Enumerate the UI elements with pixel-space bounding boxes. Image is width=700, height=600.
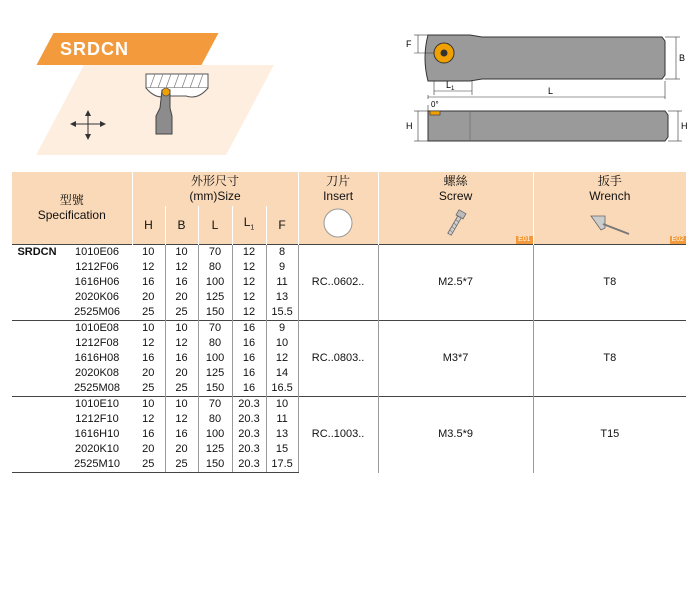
dim-l1-cell: 20.3 — [232, 457, 266, 473]
dim-h-cell: 12 — [132, 412, 165, 427]
dim-l1-cell: 12 — [232, 275, 266, 290]
screw-cell: M3.5*9 — [378, 397, 533, 473]
dim-h-cell: 12 — [132, 336, 165, 351]
dim-f-cell: 14 — [266, 366, 298, 381]
dim-l-cell: 70 — [198, 245, 232, 261]
dim-b-cell: 16 — [165, 351, 198, 366]
dim-l-cell: 125 — [198, 442, 232, 457]
insert-header — [298, 172, 378, 206]
insert-cell: RC..0602.. — [298, 245, 378, 321]
screw-header — [378, 172, 533, 206]
dim-l1-cell: 16 — [232, 381, 266, 397]
dim-f-cell: 11 — [266, 275, 298, 290]
dim-b-cell: 12 — [165, 336, 198, 351]
dim-b-cell: 20 — [165, 366, 198, 381]
wrench-header-en: Wrench — [589, 189, 631, 203]
dim-l1-cell: 16 — [232, 321, 266, 337]
dim-h-cell: 16 — [132, 427, 165, 442]
dim-l1-cell: 16 — [232, 366, 266, 381]
dim-b-cell: 25 — [165, 381, 198, 397]
dim-l1-cell: 16 — [232, 336, 266, 351]
insert-cell: RC..0803.. — [298, 321, 378, 397]
dim-f-cell: 17.5 — [266, 457, 298, 473]
dim-l1-cell: 20.3 — [232, 412, 266, 427]
col-B: B — [165, 206, 198, 245]
dim-h-cell: 25 — [132, 457, 165, 473]
dim-b-cell: 25 — [165, 305, 198, 321]
dim-h-cell: 25 — [132, 381, 165, 397]
model-cell: 1616H10 — [74, 428, 120, 440]
tool-dimension-drawing — [400, 25, 690, 160]
dim-b-cell: 10 — [165, 397, 198, 413]
dim-l-cell: 150 — [198, 305, 232, 321]
dim-l1-cell: 12 — [232, 245, 266, 261]
dim-l1-cell: 16 — [232, 351, 266, 366]
dim-b-cell: 10 — [165, 321, 198, 337]
dim-l-cell: 80 — [198, 336, 232, 351]
insert-cell: RC..1003.. — [298, 397, 378, 473]
dim-f-cell: 11 — [266, 412, 298, 427]
insert-image-cell — [298, 206, 378, 245]
bore-hatch — [146, 74, 208, 97]
shank-side-view — [428, 111, 668, 141]
dim-l-cell: 125 — [198, 366, 232, 381]
wrench-header-cn: 扳手 — [597, 174, 622, 188]
col-L1-subscript: 1 — [250, 224, 255, 232]
dim-f-cell: 16.5 — [266, 381, 298, 397]
model-cell: 2525M10 — [62, 457, 132, 473]
col-H: H — [132, 206, 165, 245]
dim-b-cell: 12 — [165, 412, 198, 427]
model-cell: 2525M08 — [74, 382, 120, 394]
spec-table — [12, 172, 686, 473]
wrench-header — [533, 172, 686, 206]
dim-l-cell: 100 — [198, 351, 232, 366]
dim-b-cell: 20 — [165, 442, 198, 457]
insert-header-cn: 刀片 — [326, 174, 351, 188]
model-cell: 2020K06 — [74, 291, 120, 303]
dim-f-cell: 13 — [266, 290, 298, 305]
screw-icon — [441, 206, 471, 240]
model-cell: 2020K10 — [74, 443, 120, 455]
dim-l-cell: 150 — [198, 457, 232, 473]
spec-header-en: Specification — [37, 208, 106, 222]
col-L1 — [232, 206, 266, 245]
dim-b-cell: 25 — [165, 457, 198, 473]
wrench-code-tag: E02 — [671, 236, 685, 243]
series-cell — [12, 305, 62, 321]
page-title: SRDCN — [60, 39, 130, 59]
dim-h-cell: 20 — [132, 442, 165, 457]
size-header-en: (mm)Size — [189, 189, 241, 203]
round-insert-icon — [321, 206, 355, 240]
dim-l-cell: 100 — [198, 427, 232, 442]
wrench-cell: T8 — [533, 321, 686, 397]
dim-F-label: F — [406, 39, 412, 49]
boring-illustration — [60, 66, 240, 156]
col-F: F — [266, 206, 298, 245]
dim-f-cell: 13 — [266, 427, 298, 442]
dim-h-cell: 20 — [132, 290, 165, 305]
dim-l-cell: 150 — [198, 381, 232, 397]
series-cell — [12, 336, 62, 351]
model-cell: 1616H06 — [74, 276, 120, 288]
screw-icon — [441, 50, 448, 57]
dim-L-label: L — [548, 86, 554, 96]
screw-image-cell — [378, 206, 533, 245]
shank-top-view — [425, 35, 665, 81]
dim-H-right-label: H — [681, 121, 688, 131]
dim-l1-cell: 12 — [232, 305, 266, 321]
size-header-cn: 外形尺寸 — [191, 174, 240, 188]
spec-header-cn: 型號 — [59, 193, 84, 207]
series-cell — [12, 427, 62, 442]
dim-l1-cell: 12 — [232, 260, 266, 275]
series-cell — [12, 381, 62, 397]
dim-h-cell: 10 — [132, 245, 165, 261]
table-row — [12, 245, 686, 261]
dim-h-cell: 16 — [132, 351, 165, 366]
screw-cell: M2.5*7 — [378, 245, 533, 321]
series-cell — [12, 412, 62, 427]
model-cell: 1212F08 — [75, 337, 119, 349]
series-cell — [12, 457, 62, 473]
dim-l1-cell: 12 — [232, 290, 266, 305]
dim-l-cell: 80 — [198, 412, 232, 427]
dim-l-cell: 125 — [198, 290, 232, 305]
spec-table-body — [12, 245, 686, 473]
wrench-cell: T8 — [533, 245, 686, 321]
dim-l-cell: 100 — [198, 275, 232, 290]
model-cell: 1010E10 — [62, 397, 132, 413]
dim-L1-label: L — [446, 80, 452, 90]
dim-b-cell: 20 — [165, 290, 198, 305]
series-cell — [12, 275, 62, 290]
series-cell — [12, 321, 62, 337]
series-cell — [12, 442, 62, 457]
dim-L1-subscript: 1 — [451, 86, 455, 92]
col-L: L — [198, 206, 232, 245]
spec-header — [12, 172, 132, 245]
dim-l1-cell: 20.3 — [232, 397, 266, 413]
model-cell: 2020K08 — [74, 367, 120, 379]
dim-B-label: B — [679, 53, 686, 63]
dim-h-cell: 10 — [132, 321, 165, 337]
dim-h-cell: 20 — [132, 366, 165, 381]
model-cell: 1212F10 — [75, 413, 119, 425]
series-cell — [12, 260, 62, 275]
series-cell — [12, 397, 62, 413]
wrench-cell: T15 — [533, 397, 686, 473]
dim-f-cell: 8 — [266, 245, 298, 261]
svg-text:L1 — [446, 80, 455, 92]
dim-f-cell: 9 — [266, 260, 298, 275]
insert-header-en: Insert — [323, 189, 354, 203]
screw-cell: M3*7 — [378, 321, 533, 397]
dim-f-cell: 15.5 — [266, 305, 298, 321]
dim-f-cell: 10 — [266, 397, 298, 413]
size-header — [132, 172, 298, 206]
series-cell — [12, 290, 62, 305]
table-row — [12, 397, 686, 413]
dim-h-cell: 16 — [132, 275, 165, 290]
model-cell: 1212F06 — [75, 261, 119, 273]
dim-h-cell: 25 — [132, 305, 165, 321]
dim-f-cell: 12 — [266, 351, 298, 366]
dim-f-cell: 9 — [266, 321, 298, 337]
dim-b-cell: 16 — [165, 427, 198, 442]
dim-b-cell: 12 — [165, 260, 198, 275]
dim-l-cell: 70 — [198, 321, 232, 337]
angle-label: 0° — [431, 100, 439, 109]
wrench-image-cell — [533, 206, 686, 245]
dim-b-cell: 16 — [165, 275, 198, 290]
dim-l1-cell: 20.3 — [232, 442, 266, 457]
model-cell: 1010E08 — [62, 321, 132, 337]
screw-code-tag: E01 — [518, 236, 531, 243]
wrench-icon — [587, 206, 633, 240]
dim-l-cell: 70 — [198, 397, 232, 413]
dim-h-cell: 12 — [132, 260, 165, 275]
dim-H-left-label: H — [406, 121, 413, 131]
dim-f-cell: 15 — [266, 442, 298, 457]
dim-b-cell: 10 — [165, 245, 198, 261]
model-cell: 1616H08 — [74, 352, 120, 364]
screw-header-cn: 螺絲 — [443, 174, 468, 188]
dim-l1-cell: 20.3 — [232, 427, 266, 442]
col-L1-label: L — [243, 214, 251, 229]
model-cell: 1010E06 — [62, 245, 132, 261]
model-cell: 2525M06 — [74, 306, 120, 318]
dim-f-cell: 10 — [266, 336, 298, 351]
dim-h-cell: 10 — [132, 397, 165, 413]
series-cell — [12, 351, 62, 366]
table-row — [12, 321, 686, 337]
dim-l-cell: 80 — [198, 260, 232, 275]
series-cell — [12, 366, 62, 381]
screw-header-en: Screw — [438, 189, 473, 203]
series-cell: SRDCN — [12, 245, 62, 261]
feed-direction-icon — [70, 110, 106, 140]
